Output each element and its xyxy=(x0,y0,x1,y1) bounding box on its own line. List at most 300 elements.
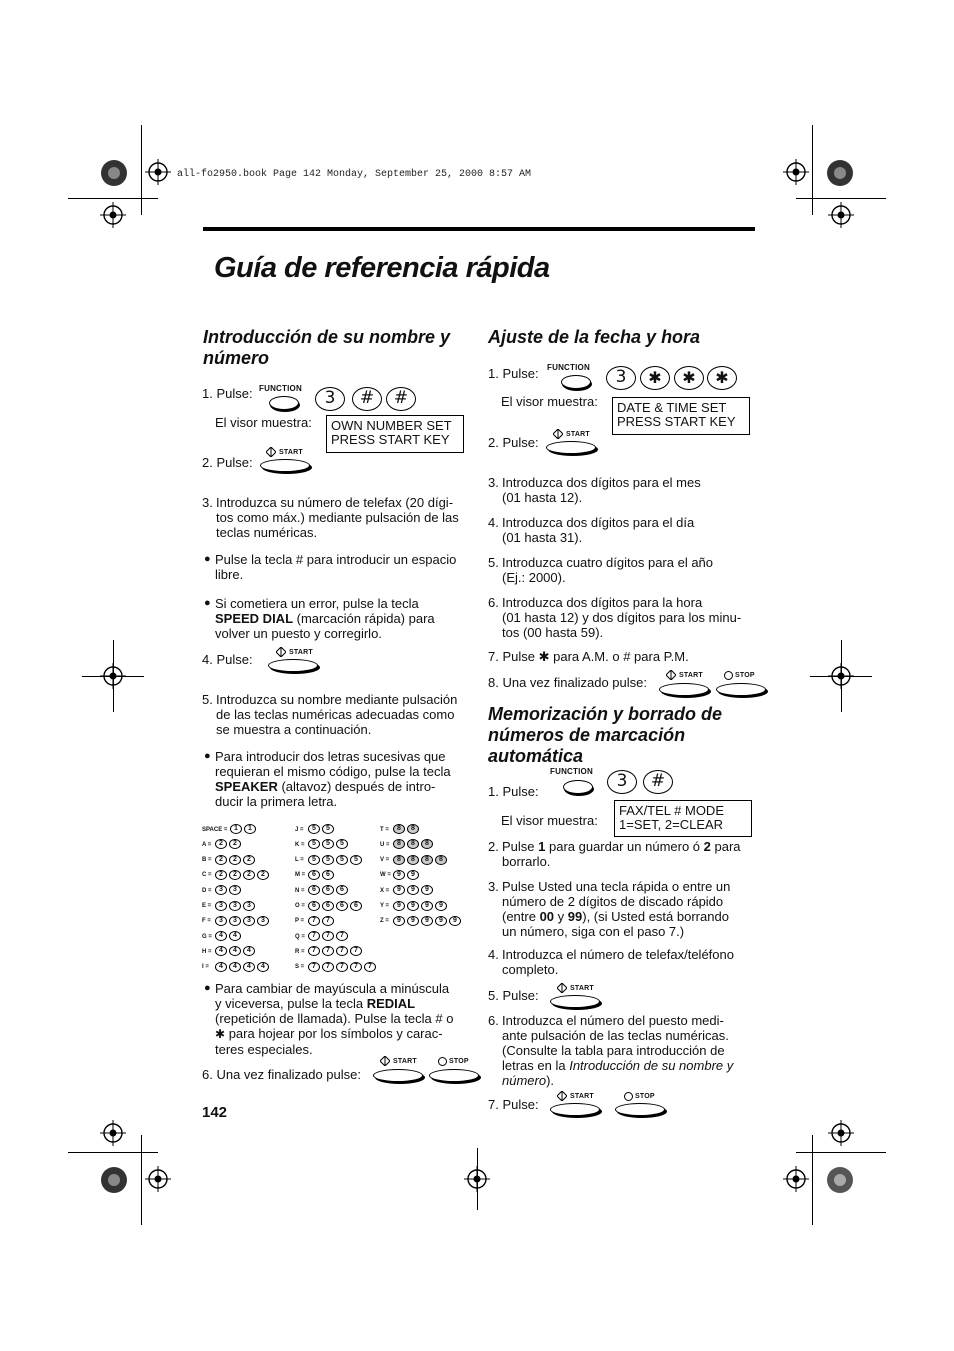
char-code-label: C = xyxy=(202,872,212,879)
digit-key-icon: 4 xyxy=(215,931,227,941)
start-diamond-icon xyxy=(553,429,563,439)
char-code-label: Y = xyxy=(380,903,390,910)
digit-key-icon: 3 xyxy=(229,901,241,911)
display-label: El visor muestra: xyxy=(215,415,312,430)
bullet-redial xyxy=(204,981,474,1057)
text-line xyxy=(502,1058,758,1073)
digit-key-icon: 4 xyxy=(229,962,241,972)
char-code-row xyxy=(380,870,421,880)
text-span: para hojear por los símbolos y carac- xyxy=(228,1026,443,1041)
star-icon: ✱ xyxy=(538,649,550,664)
start-label: START xyxy=(570,1093,594,1100)
char-code-row xyxy=(295,962,378,972)
step-7-label: 7. Pulse: xyxy=(488,1097,539,1112)
char-code-row xyxy=(295,870,336,880)
char-code-label: H = xyxy=(202,948,212,955)
digit-key-icon: 9 xyxy=(393,870,405,880)
char-code-label: P = xyxy=(295,918,305,925)
digit-key-icon: 8 xyxy=(435,855,447,865)
digit-key-icon: 2 xyxy=(229,870,241,880)
digit-key-icon: 7 xyxy=(322,962,334,972)
char-code-row xyxy=(202,824,258,834)
char-code-row xyxy=(295,839,350,849)
step-number: 5. xyxy=(202,692,213,707)
italic-reference: Introducción de su nombre y xyxy=(569,1058,734,1073)
char-code-label: R = xyxy=(295,948,305,955)
text-line: borrarlo. xyxy=(502,854,551,869)
digit-key-icon: 3 xyxy=(229,916,241,926)
digit-key-icon: 6 xyxy=(336,901,348,911)
digit-key-icon: 9 xyxy=(421,885,433,895)
text-line xyxy=(502,839,758,854)
bullet-speed-dial xyxy=(204,596,474,641)
char-code-row xyxy=(202,839,243,849)
text-line xyxy=(215,996,474,1011)
crop-mark xyxy=(68,198,158,199)
registration-starburst-icon xyxy=(826,159,854,187)
text-line: Introduzca dos dígitos para el mes xyxy=(502,475,701,490)
digit-key-icon: 7 xyxy=(308,946,320,956)
step-number: 6. xyxy=(488,1013,499,1028)
text-line: libre. xyxy=(215,567,244,582)
digit-key-icon: 6 xyxy=(322,870,334,880)
start-label: START xyxy=(279,449,303,456)
stop-label: STOP xyxy=(449,1058,469,1065)
char-code-label: SPACE = xyxy=(202,826,228,833)
key-3[interactable]: 3 xyxy=(606,366,636,390)
char-code-row xyxy=(295,931,350,941)
text-line: un número, siga con el paso 7.) xyxy=(502,924,685,939)
digit-key-icon: 9 xyxy=(435,901,447,911)
digit-key-icon: 7 xyxy=(322,931,334,941)
digit-key-icon: 3 xyxy=(243,916,255,926)
digit-key-icon: 1 xyxy=(230,824,242,834)
digit-key-icon: 8 xyxy=(393,824,405,834)
text-line: Introduzca su nombre mediante pulsación xyxy=(216,692,458,707)
digit-key-icon: 2 xyxy=(229,839,241,849)
char-code-label: T = xyxy=(380,826,389,833)
char-code-label: D = xyxy=(202,887,212,894)
digit-key-icon: 2 xyxy=(215,855,227,865)
digit-key-icon: 1 xyxy=(244,824,256,834)
text-line: número de 2 dígitos de discado rápido xyxy=(502,894,724,909)
start-key[interactable] xyxy=(268,659,318,672)
digit-key-icon: 2 xyxy=(215,839,227,849)
char-code-label: F = xyxy=(202,918,211,925)
char-code-row xyxy=(202,885,243,895)
lcd-display xyxy=(612,397,750,435)
key-hash[interactable]: # xyxy=(352,387,382,411)
digit-key-icon: 5 xyxy=(308,824,320,834)
key-star[interactable]: ✱ xyxy=(707,366,737,390)
character-code-table xyxy=(202,824,474,980)
text-span: ), (si Usted está borrando xyxy=(582,909,729,924)
char-code-row xyxy=(202,870,271,880)
lcd-line: PRESS START KEY xyxy=(617,414,736,429)
page-number: 142 xyxy=(202,1104,228,1121)
key-hash[interactable]: # xyxy=(643,770,673,794)
text-span: (marcación rápida) para xyxy=(293,611,435,626)
digit-key-icon: 9 xyxy=(449,916,461,926)
function-key[interactable] xyxy=(563,780,593,794)
redial-key-name: REDIAL xyxy=(366,996,416,1011)
digit-key-icon: 4 xyxy=(243,962,255,972)
text-line: Para introducir dos letras sucesivas que xyxy=(215,749,446,764)
char-code-row xyxy=(380,824,421,834)
digit-key-icon: 4 xyxy=(215,946,227,956)
text-span: Pulse xyxy=(502,839,539,854)
stop-label: STOP xyxy=(635,1093,655,1100)
digit-key-icon: 8 xyxy=(407,839,419,849)
title-rule xyxy=(203,227,755,231)
digit-key-icon: 6 xyxy=(308,870,320,880)
speaker-key-name: SPEAKER xyxy=(215,779,278,794)
registration-target-icon xyxy=(145,1166,171,1192)
char-code-label: L = xyxy=(295,857,304,864)
stop-icon xyxy=(438,1057,447,1066)
bold-value: 2 xyxy=(703,839,711,854)
step-5-label: 5. Pulse: xyxy=(488,988,539,1003)
text-line xyxy=(215,611,474,626)
title-line: números de marcación xyxy=(488,725,686,745)
digit-key-icon: 7 xyxy=(308,962,320,972)
crop-mark xyxy=(141,1135,142,1225)
start-key[interactable] xyxy=(373,1069,423,1082)
char-code-label: V = xyxy=(380,857,390,864)
text-span: (entre xyxy=(502,909,540,924)
text-line: ducir la primera letra. xyxy=(215,794,338,809)
digit-key-icon: 7 xyxy=(364,962,376,972)
crop-mark xyxy=(812,1135,813,1225)
crop-mark xyxy=(141,125,142,215)
step-5 xyxy=(488,555,758,585)
digit-key-icon: 3 xyxy=(243,901,255,911)
char-code-row xyxy=(380,916,463,926)
step-6-label: 6. Una vez finalizado pulse: xyxy=(202,1067,361,1082)
step-3 xyxy=(202,495,472,540)
char-code-label: A = xyxy=(202,841,212,848)
text-line xyxy=(502,1073,758,1088)
digit-key-icon: 3 xyxy=(229,885,241,895)
text-line xyxy=(215,1026,474,1042)
char-code-label: N = xyxy=(295,887,305,894)
char-code-row xyxy=(380,839,435,849)
digit-key-icon: 6 xyxy=(350,901,362,911)
title-line: automática xyxy=(488,746,584,766)
bold-value: 00 xyxy=(539,909,555,924)
lcd-line: 1=SET, 2=CLEAR xyxy=(619,817,724,832)
registration-target-icon xyxy=(783,1166,809,1192)
step-number: 2. xyxy=(488,839,499,854)
digit-key-icon: 3 xyxy=(215,885,227,895)
char-code-label: B = xyxy=(202,857,212,864)
step-8-label: 8. Una vez finalizado pulse: xyxy=(488,675,647,690)
digit-key-icon: 5 xyxy=(336,855,348,865)
start-label: START xyxy=(289,649,313,656)
file-header-line: all-fo2950.book Page 142 Monday, September 25, 2000 8:57 AM xyxy=(177,169,532,180)
digit-key-icon: 5 xyxy=(322,855,334,865)
text-line: Introduzca su número de telefax (20 dígi- xyxy=(216,495,454,510)
digit-key-icon: 4 xyxy=(243,946,255,956)
text-line: (Consulte la tabla para introducción de xyxy=(502,1043,725,1058)
digit-key-icon: 6 xyxy=(322,901,334,911)
text-line: Introduzca dos dígitos para la hora xyxy=(502,595,703,610)
digit-key-icon: 8 xyxy=(407,855,419,865)
digit-key-icon: 7 xyxy=(336,946,348,956)
bullet-icon: ● xyxy=(204,750,211,762)
crop-mark xyxy=(82,676,144,677)
char-code-row xyxy=(380,855,449,865)
digit-key-icon: 6 xyxy=(322,885,334,895)
digit-key-icon: 9 xyxy=(435,916,447,926)
step-1-label: 1. Pulse: xyxy=(488,784,539,799)
start-diamond-icon xyxy=(557,1091,567,1101)
char-code-row xyxy=(380,885,435,895)
text-line: volver un puesto y corregirlo. xyxy=(215,626,382,641)
text-span: para xyxy=(710,839,741,854)
function-label: FUNCTION xyxy=(550,767,593,776)
text-span: para A.M. o # para P.M. xyxy=(549,649,689,664)
display-label: El visor muestra: xyxy=(501,813,598,828)
text-line: (repetición de llamada). Pulse la tecla # o xyxy=(215,1011,454,1026)
key-star[interactable]: ✱ xyxy=(640,366,670,390)
digit-key-icon: 2 xyxy=(243,855,255,865)
step-number: 3. xyxy=(488,475,499,490)
stop-key[interactable] xyxy=(716,683,766,696)
char-code-row xyxy=(202,901,257,911)
bullet-icon: ● xyxy=(204,553,211,565)
digit-key-icon: 7 xyxy=(322,916,334,926)
digit-key-icon: 8 xyxy=(421,855,433,865)
digit-key-icon: 9 xyxy=(407,901,419,911)
digit-key-icon: 4 xyxy=(229,946,241,956)
digit-key-icon: 8 xyxy=(393,839,405,849)
text-line: Pulse Usted una tecla rápida o entre un xyxy=(502,879,731,894)
start-key[interactable] xyxy=(260,459,310,472)
registration-starburst-icon xyxy=(100,159,128,187)
digit-key-icon: 4 xyxy=(215,962,227,972)
step-number: 4. xyxy=(488,515,499,530)
crop-mark xyxy=(812,125,813,215)
section-title-name-number: Introducción de su nombre y número xyxy=(203,327,451,368)
text-line: Pulse la tecla # para introducir un espacio xyxy=(215,552,457,567)
star-icon: ✱ xyxy=(215,1027,226,1041)
text-span: y xyxy=(554,909,568,924)
bullet-space xyxy=(204,552,474,582)
text-line: teres especiales. xyxy=(215,1042,313,1057)
digit-key-icon: 7 xyxy=(336,962,348,972)
start-label: START xyxy=(570,985,594,992)
char-code-row xyxy=(295,901,364,911)
registration-target-icon xyxy=(828,202,854,228)
digit-key-icon: 4 xyxy=(257,962,269,972)
text-line: ante pulsación de las teclas numéricas. xyxy=(502,1028,729,1043)
char-code-label: M = xyxy=(295,872,306,879)
char-code-row xyxy=(202,962,271,972)
digit-key-icon: 5 xyxy=(308,839,320,849)
title-line: Memorización y borrado de xyxy=(488,704,723,724)
char-code-label: K = xyxy=(295,841,305,848)
crop-mark xyxy=(796,198,886,199)
text-span: 7. Pulse xyxy=(488,649,539,664)
start-key[interactable] xyxy=(659,683,709,696)
digit-key-icon: 7 xyxy=(336,931,348,941)
step-number: 5. xyxy=(488,555,499,570)
section-title-auto-dial xyxy=(488,704,722,767)
function-key[interactable] xyxy=(561,375,591,389)
digit-key-icon: 8 xyxy=(407,824,419,834)
text-line: Si cometiera un error, pulse la tecla xyxy=(215,596,419,611)
digit-key-icon: 9 xyxy=(393,885,405,895)
step-4 xyxy=(488,515,758,545)
digit-key-icon: 9 xyxy=(393,916,405,926)
digit-key-icon: 2 xyxy=(243,870,255,880)
digit-key-icon: 7 xyxy=(350,962,362,972)
step-1-label: 1. Pulse: xyxy=(202,386,253,401)
digit-key-icon: 5 xyxy=(322,839,334,849)
text-line: Introduzca cuatro dígitos para el año xyxy=(502,555,714,570)
digit-key-icon: 7 xyxy=(350,946,362,956)
digit-key-icon: 2 xyxy=(257,870,269,880)
lcd-line: PRESS START KEY xyxy=(331,432,450,447)
char-code-label: Z = xyxy=(380,918,389,925)
digit-key-icon: 9 xyxy=(393,901,405,911)
char-code-label: E = xyxy=(202,903,212,910)
stop-icon xyxy=(724,671,733,680)
char-code-label: I = xyxy=(202,964,209,971)
step-4 xyxy=(488,947,758,977)
digit-key-icon: 7 xyxy=(308,931,320,941)
digit-key-icon: 8 xyxy=(393,855,405,865)
digit-key-icon: 3 xyxy=(257,916,269,926)
speed-dial-key-name: SPEED DIAL xyxy=(215,611,294,626)
key-3[interactable]: 3 xyxy=(315,387,345,411)
key-hash[interactable]: # xyxy=(386,387,416,411)
digit-key-icon: 9 xyxy=(407,916,419,926)
digit-key-icon: 9 xyxy=(421,901,433,911)
start-key[interactable] xyxy=(550,1103,600,1116)
char-code-row xyxy=(295,855,364,865)
digit-key-icon: 2 xyxy=(229,855,241,865)
start-label: START xyxy=(566,431,590,438)
registration-starburst-icon xyxy=(826,1166,854,1194)
display-label: El visor muestra: xyxy=(501,394,598,409)
text-line xyxy=(215,779,474,794)
char-code-row xyxy=(380,901,449,911)
digit-key-icon: 9 xyxy=(407,870,419,880)
step-7 xyxy=(488,649,758,664)
char-code-row xyxy=(295,916,336,926)
char-code-label: G = xyxy=(202,933,212,940)
step-6 xyxy=(488,1013,758,1088)
bullet-icon: ● xyxy=(204,597,211,609)
text-line: de las teclas numéricas adecuadas como xyxy=(216,707,455,722)
digit-key-icon: 6 xyxy=(308,885,320,895)
step-6 xyxy=(488,595,758,640)
digit-key-icon: 8 xyxy=(421,839,433,849)
step-number: 3. xyxy=(202,495,213,510)
registration-target-icon xyxy=(783,159,809,185)
start-diamond-icon xyxy=(276,647,286,657)
digit-key-icon: 3 xyxy=(215,901,227,911)
key-3[interactable]: 3 xyxy=(607,770,637,794)
text-line: se muestra a continuación. xyxy=(216,722,372,737)
digit-key-icon: 5 xyxy=(350,855,362,865)
text-span: ). xyxy=(546,1073,555,1088)
text-span: para guardar un número ó xyxy=(545,839,704,854)
bold-value: 99 xyxy=(567,909,583,924)
char-code-row xyxy=(295,824,336,834)
crop-mark xyxy=(68,1152,158,1153)
stop-key[interactable] xyxy=(429,1069,479,1082)
char-code-label: O = xyxy=(295,903,305,910)
char-code-label: U = xyxy=(380,841,390,848)
registration-target-icon xyxy=(828,1120,854,1146)
text-line: Para cambiar de mayúscula a minúscula xyxy=(215,981,450,996)
step-2 xyxy=(488,839,758,869)
function-label: FUNCTION xyxy=(259,384,302,393)
start-key[interactable] xyxy=(550,995,600,1008)
digit-key-icon: 2 xyxy=(215,870,227,880)
char-code-label: X = xyxy=(380,887,390,894)
digit-key-icon: 5 xyxy=(322,824,334,834)
stop-key[interactable] xyxy=(615,1103,665,1116)
text-line: (01 hasta 31). xyxy=(502,530,583,545)
digit-key-icon: 9 xyxy=(421,916,433,926)
char-code-label: W = xyxy=(380,872,391,879)
text-span: y viceversa, pulse la tecla xyxy=(215,996,367,1011)
bold-value: 1 xyxy=(538,839,546,854)
char-code-row xyxy=(202,916,271,926)
text-line: tos como máx.) mediante pulsación de las xyxy=(216,510,459,525)
lcd-display xyxy=(614,800,752,837)
step-5 xyxy=(202,692,472,737)
digit-key-icon: 6 xyxy=(336,885,348,895)
start-diamond-icon xyxy=(380,1056,390,1066)
key-star[interactable]: ✱ xyxy=(674,366,704,390)
text-line: (01 hasta 12) y dos dígitos para los minu- xyxy=(502,610,742,625)
function-key[interactable] xyxy=(269,396,299,410)
char-code-label: J = xyxy=(295,826,304,833)
text-line: Introduzca el número del puesto medi- xyxy=(502,1013,724,1028)
step-3 xyxy=(488,475,758,505)
digit-key-icon: 5 xyxy=(336,839,348,849)
crop-mark xyxy=(477,1148,478,1210)
step-2-label: 2. Pulse: xyxy=(488,435,539,450)
start-diamond-icon xyxy=(557,983,567,993)
step-number: 3. xyxy=(488,879,499,894)
bullet-icon: ● xyxy=(204,982,211,994)
char-code-row xyxy=(295,885,350,895)
page-title: Guía de referencia rápida xyxy=(214,252,550,284)
text-line: Introduzca el número de telefax/teléfono xyxy=(502,947,734,962)
start-label: START xyxy=(679,672,703,679)
char-code-row xyxy=(202,855,257,865)
registration-target-icon xyxy=(100,202,126,228)
text-line: (01 hasta 12). xyxy=(502,490,583,505)
text-line: (Ej.: 2000). xyxy=(502,570,566,585)
start-key[interactable] xyxy=(546,441,596,454)
stop-label: STOP xyxy=(735,672,755,679)
char-code-label: Q = xyxy=(295,933,305,940)
step-number: 6. xyxy=(488,595,499,610)
crop-mark xyxy=(796,1152,886,1153)
digit-key-icon: 5 xyxy=(308,855,320,865)
start-diamond-icon xyxy=(266,447,276,457)
start-diamond-icon xyxy=(666,670,676,680)
step-number: 4. xyxy=(488,947,499,962)
step-3 xyxy=(488,879,758,939)
